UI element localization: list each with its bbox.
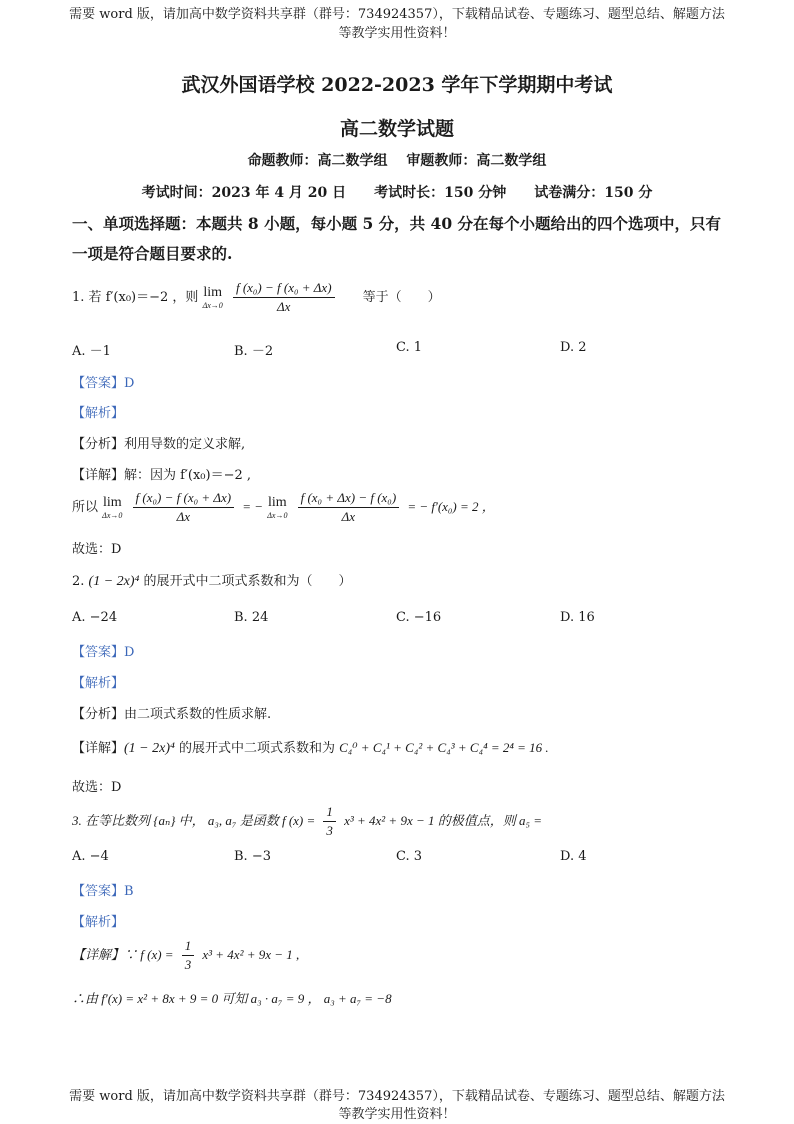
q2-stem-math: (1 − 2x)⁴ [88, 574, 140, 589]
q3-detail [72, 938, 299, 973]
top-banner-line1: 需要 word 版，请加高中数学资料共享群（群号：734924357），下载精品试卷、专题练习、题型总结、解题方法 [69, 7, 725, 22]
section-heading-line1: 一、单项选择题：本题共 8 小题，每小题 5 分，共 40 分在每个小题给出的四个选项中，只有 [72, 214, 722, 233]
q1-so-limit1 [102, 495, 122, 520]
q1-lim-sub: Δx→0 [202, 301, 223, 310]
q1-so-fraction1 [133, 490, 235, 525]
q1-option-b: B. －2 [234, 344, 274, 359]
q2-option-b: B. 24 [234, 610, 269, 625]
q1-analysis: 【分析】利用导数的定义求解, [72, 437, 246, 452]
bottom-banner-line2: 等教学实用性资料！ [338, 1107, 456, 1122]
q2-option-a: A. −24 [72, 610, 118, 625]
q3-detail-frac-num: 1 [182, 938, 195, 956]
q2-detail-prefix: 【详解】 [72, 741, 125, 756]
q1-so-lim2-word: lim [267, 495, 287, 510]
section-heading-line2: 一项是符合题目要求的. [72, 244, 233, 263]
question-3-stem [72, 804, 542, 839]
q1-so-lim1-word: lim [102, 495, 122, 510]
q1-limit [203, 285, 223, 310]
q1-so-limit2 [267, 495, 287, 520]
q1-conclusion: 故选：D [72, 542, 122, 557]
bottom-banner-line1: 需要 word 版，请加高中数学资料共享群（群号：734924357），下载精品试卷、专题练习、题型总结、解题方法 [69, 1089, 725, 1104]
q1-frac-num: f (x₀) − f (x₀ + Δx) [233, 280, 335, 298]
q1-so-lim2-sub: Δx→0 [267, 511, 288, 520]
q2-answer-text: 【答案】D [72, 645, 135, 660]
q3-detail-suffix: x³ + 4x² + 9x − 1 , [202, 947, 300, 962]
q1-so-lim1-sub: Δx→0 [102, 511, 123, 520]
q2-option-c: C. −16 [396, 610, 442, 625]
q3-detail-frac-den: 3 [184, 957, 192, 972]
q2-option-d: D. 16 [560, 610, 595, 625]
q1-so-frac2-den: Δx [341, 509, 356, 524]
q2-number: 2. [72, 574, 85, 589]
q2-detail-math2: C₄⁰ + C₄¹ + C₄² + C₄³ + C₄⁴ = 2⁴ = 16 . [339, 740, 549, 755]
exam-info-line: 考试时间：2023 年 4 月 20 日 考试时长：150 分钟 试卷满分：150 分 [141, 185, 653, 201]
q1-fraction [233, 280, 335, 315]
q3-prefix: 3. 在等比数列 {aₙ} 中， a₃, a₇ 是函数 f (x) = [72, 813, 316, 828]
q1-derivation [72, 490, 495, 525]
q1-so-frac1-den: Δx [176, 509, 191, 524]
q1-so-frac1-num: f (x₀) − f (x₀ + Δx) [133, 490, 235, 508]
exam-title: 武汉外国语学校 2022-2023 学年下学期期中考试 [181, 74, 613, 96]
q1-so-fraction2 [298, 490, 400, 525]
q3-detail-fraction [182, 938, 195, 973]
q2-answer [72, 641, 134, 660]
q2-conclusion: 故选：D [72, 780, 122, 795]
question-2-stem [72, 570, 352, 590]
q1-option-a: A. －1 [72, 344, 111, 359]
q1-answer [72, 372, 134, 391]
teachers-line: 命题教师：高二数学组 审题教师：高二数学组 [247, 153, 547, 169]
q2-detail-text: 的展开式中二项式系数和为 [174, 741, 340, 756]
q1-prefix: 1. 若 f′(x₀)＝−2 ，则 [72, 290, 199, 305]
q3-answer [72, 880, 134, 899]
q2-detail-math1: (1 − 2x)⁴ [124, 741, 175, 756]
q1-option-d: D. 2 [560, 340, 587, 355]
q1-answer-text: 【答案】D [72, 376, 135, 391]
q1-detail: 【详解】解：因为 f′(x₀)＝−2 , [72, 468, 252, 483]
q2-analysis: 【分析】由二项式系数的性质求解. [72, 707, 272, 722]
q3-therefore: ∴由 f′(x) = x² + 8x + 9 = 0 可知 a₃ · a₇ = 9 ， a₃ + a₇ = −8 [72, 991, 392, 1006]
q1-so-frac2-num: f (x₀ + Δx) − f (x₀) [298, 490, 400, 508]
q3-fraction [323, 804, 336, 839]
q1-lim-word: lim [203, 285, 223, 300]
q3-option-b: B. −3 [234, 849, 271, 864]
q3-suffix: x³ + 4x² + 9x − 1 的极值点，则 a₅ = [344, 813, 543, 828]
q2-stem-text: 的展开式中二项式系数和为（ ） [139, 574, 352, 589]
top-banner-line2: 等教学实用性资料！ [338, 26, 456, 41]
q1-so-mid: = − [242, 499, 264, 514]
q3-frac-num: 1 [323, 804, 336, 822]
q1-frac-den: Δx [277, 299, 291, 314]
q1-suffix: 等于（ ） [362, 290, 441, 305]
q3-answer-text: 【答案】B [72, 884, 134, 899]
q3-option-d: D. 4 [560, 849, 587, 864]
q1-so-end: = − f′(x₀) = 2 ， [407, 499, 495, 514]
q2-detail [72, 737, 549, 757]
q3-option-c: C. 3 [396, 849, 423, 864]
q3-detail-prefix: 【详解】∵ f (x) = [72, 947, 174, 962]
q1-so-prefix: 所以 [72, 500, 99, 515]
q1-option-c: C. 1 [396, 340, 423, 355]
exam-subtitle: 高二数学试题 [339, 118, 454, 140]
question-1-stem [72, 280, 441, 315]
q3-option-a: A. −4 [72, 849, 109, 864]
q3-frac-den: 3 [326, 823, 333, 838]
q1-jiexi: 【解析】 [72, 406, 125, 421]
q3-jiexi: 【解析】 [72, 915, 125, 930]
q2-jiexi: 【解析】 [72, 676, 125, 691]
